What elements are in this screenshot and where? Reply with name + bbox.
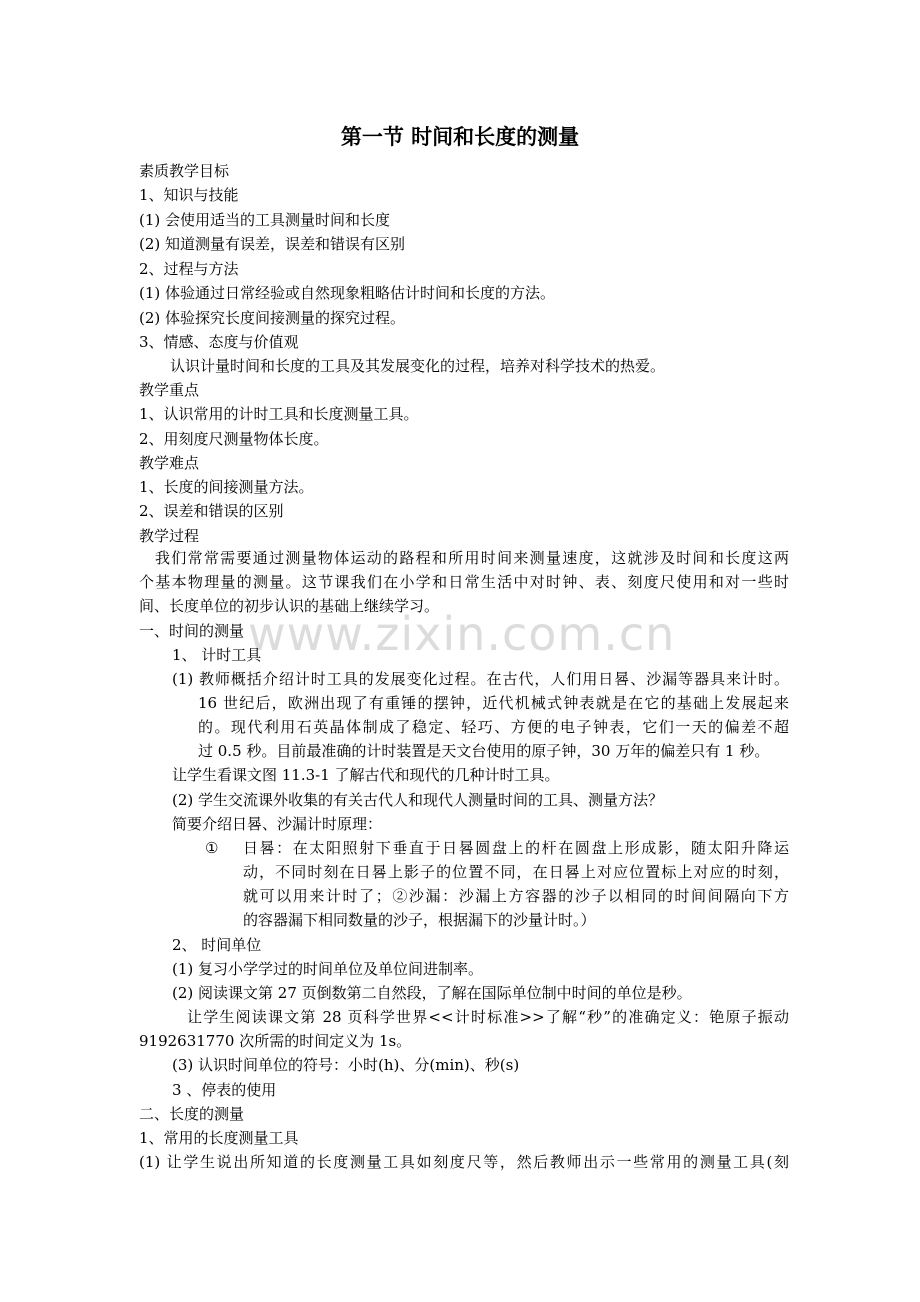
doc-line: 3 、停表的使用 xyxy=(172,1081,277,1099)
doc-line: 素质教学目标 xyxy=(139,162,230,180)
doc-line: 教学难点 xyxy=(139,454,200,472)
doc-line: 2、过程与方法 xyxy=(139,260,239,278)
doc-line: 16 世纪后，欧洲出现了有重锤的摆钟，近代机械式钟表就是在它的基础上发展起来 xyxy=(198,694,789,712)
doc-line: 1、长度的间接测量方法。 xyxy=(139,478,314,496)
doc-line: 1、常用的长度测量工具 xyxy=(139,1129,299,1147)
doc-line: 2、 时间单位 xyxy=(172,936,262,954)
doc-line: 9192631770 次所需的时间定义为 1s。 xyxy=(139,1032,412,1050)
doc-line: 2、用刻度尺测量物体长度。 xyxy=(139,430,329,448)
doc-line: 1、认识常用的计时工具和长度测量工具。 xyxy=(139,405,419,423)
doc-line: 让学生阅读课文第 28 页科学世界<<计时标准>>了解“秒”的准确定义：铯原子振动 xyxy=(187,1008,789,1026)
doc-line: (1) 体验通过日常经验或自然现象粗略估计时间和长度的方法。 xyxy=(139,284,556,302)
doc-line: 让学生看课文图 11.3-1 了解古代和现代的几种计时工具。 xyxy=(172,766,560,784)
doc-line: (2) 学生交流课外收集的有关古代人和现代人测量时间的工具、测量方法？ xyxy=(172,791,664,809)
watermark: www.zixin.com.cn xyxy=(248,607,676,661)
doc-line: 过 0.5 秒。目前最准确的计时装置是天文台使用的原子钟，30 万年的偏差只有 1 秒。 xyxy=(198,742,770,760)
doc-line: (1) 让学生说出所知道的长度测量工具如刻度尺等，然后教师出示一些常用的测量工具(刻 xyxy=(139,1153,789,1171)
doc-line: (1) 复习小学学过的时间单位及单位间进制率。 xyxy=(172,960,484,978)
doc-line: 二、长度的测量 xyxy=(139,1105,245,1123)
doc-line: 间、长度单位的初步认识的基础上继续学习。 xyxy=(139,597,440,615)
doc-line: 3、情感、态度与价值观 xyxy=(139,333,299,351)
doc-line: 教学过程 xyxy=(139,527,200,545)
doc-line: 一、时间的测量 xyxy=(139,622,245,640)
doc-line: 个基本物理量的测量。这节课我们在小学和日常生活中对时钟、表、刻度尺使用和对一些时 xyxy=(139,573,789,591)
doc-line: (2) 体验探究长度间接测量的探究过程。 xyxy=(139,309,406,327)
doc-line: (3) 认识时间单位的符号：小时(h)、分(min)、秒(s) xyxy=(172,1056,520,1074)
doc-line: 我们常常需要通过测量物体运动的路程和所用时间来测量速度，这就涉及时间和长度这两 xyxy=(155,549,789,567)
doc-line: 就可以用来计时了；②沙漏：沙漏上方容器的沙子以相同的时间间隔向下方 xyxy=(243,887,789,905)
doc-line: (1) 教师概括介绍计时工具的发展变化过程。在古代，人们用日晷、沙漏等器具来计时。 xyxy=(172,670,789,688)
doc-line: 日晷：在太阳照射下垂直于日晷圆盘上的杆在圆盘上形成影，随太阳升降运 xyxy=(243,839,789,857)
doc-line: 1、知识与技能 xyxy=(139,186,239,204)
doc-line: 动，不同时刻在日晷上影子的位置不同，在日晷上对应位置标上对应的时刻， xyxy=(243,863,789,881)
page-title: 第一节 时间和长度的测量 xyxy=(340,124,580,149)
doc-line: 教学重点 xyxy=(139,381,200,399)
doc-line: (2) 阅读课文第 27 页倒数第二自然段，了解在国际单位制中时间的单位是秒。 xyxy=(172,984,692,1002)
doc-line: (2) 知道测量有误差，误差和错误有区别 xyxy=(139,235,406,253)
doc-line: 简要介绍日晷、沙漏计时原理： xyxy=(172,815,383,833)
doc-line: 的。现代利用石英晶体制成了稳定、轻巧、方便的电子钟表，它们一天的偏差不超 xyxy=(198,718,789,736)
doc-line: 认识计量时间和长度的工具及其发展变化的过程，培养对科学技术的热爱。 xyxy=(170,357,666,375)
doc-line: (1) 会使用适当的工具测量时间和长度 xyxy=(139,211,391,229)
doc-line: 2、误差和错误的区别 xyxy=(139,502,284,520)
circled-number: ① xyxy=(205,839,219,857)
doc-line: 的容器漏下相同数量的沙子，根据漏下的沙量计时。） xyxy=(243,911,596,929)
doc-line: 1、 计时工具 xyxy=(172,646,262,664)
